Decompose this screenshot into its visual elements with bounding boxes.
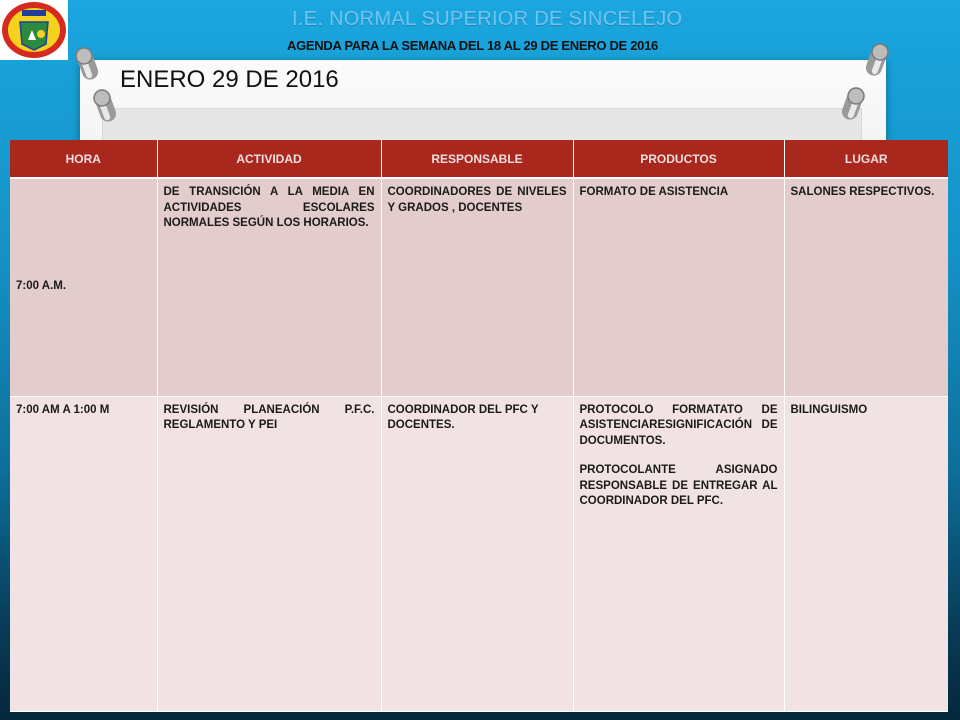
column-header-lugar: LUGAR [784, 140, 948, 178]
product-item: PROTOCOLO FORMATATO DE ASISTENCIARESIGNIFICACIÓN DE DOCUMENTOS. [579, 403, 778, 447]
school-name-title: I.E. NORMAL SUPERIOR DE SINCELEJO [292, 8, 683, 30]
cell-responsable: COORDINADORES DE NIVELES Y GRADOS , DOCENTES [381, 178, 573, 396]
table-row [10, 178, 948, 396]
table-header-row [10, 140, 948, 178]
cell-hora: 7:00 A.M. [10, 178, 157, 396]
agenda-subtitle: AGENDA PARA LA SEMANA DEL 18 AL 29 DE ENERO DE 2016 [287, 38, 658, 53]
cell-hora: 7:00 AM A 1:00 M [10, 396, 157, 712]
pushpin-icon [834, 84, 870, 136]
cell-actividad: DE TRANSICIÓN A LA MEDIA EN ACTIVIDADES ESCOLARES NORMALES SEGÚN LOS HORARIOS. [157, 178, 381, 396]
cell-lugar: BILINGUISMO [784, 396, 948, 712]
cell-productos [573, 178, 784, 396]
cell-responsable: COORDINADOR DEL PFC Y DOCENTES. [381, 396, 573, 712]
column-header-productos: PRODUCTOS [573, 140, 784, 178]
table-row [10, 396, 948, 712]
pushpin-icon [88, 86, 124, 138]
column-header-actividad: ACTIVIDAD [157, 140, 381, 178]
column-header-responsable: RESPONSABLE [381, 140, 573, 178]
agenda-table [10, 140, 948, 712]
cell-actividad: REVISIÓN PLANEACIÓN P.F.C. REGLAMENTO Y PEI [157, 396, 381, 712]
date-heading: ENERO 29 DE 2016 [120, 66, 339, 93]
cell-productos [573, 396, 784, 712]
cell-lugar: SALONES RESPECTIVOS. [784, 178, 948, 396]
column-header-hora: HORA [10, 140, 157, 178]
product-item: PROTOCOLANTE ASIGNADO RESPONSABLE DE ENTREGAR AL COORDINADOR DEL PFC. [579, 464, 778, 508]
school-crest-logo [0, 0, 68, 60]
product-item: FORMATO DE ASISTENCIA [579, 186, 729, 198]
